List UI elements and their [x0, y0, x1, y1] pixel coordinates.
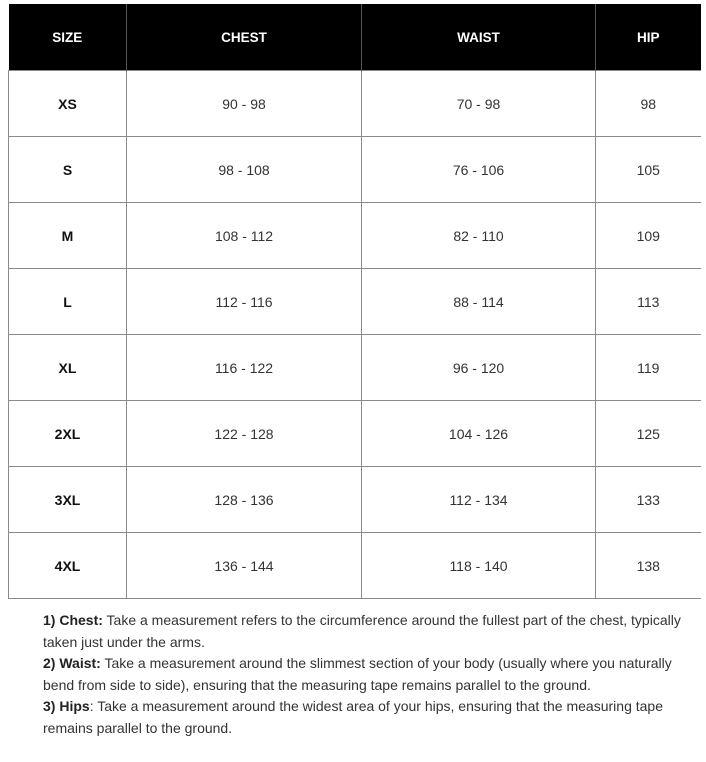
waist-cell: 118 - 140 [362, 533, 596, 599]
chest-cell: 116 - 122 [127, 335, 362, 401]
note-hips [43, 696, 698, 739]
note-chest [43, 610, 698, 653]
header-size: SIZE [9, 4, 127, 71]
waist-cell: 82 - 110 [362, 203, 596, 269]
table-row [9, 401, 701, 467]
chest-cell: 108 - 112 [127, 203, 362, 269]
waist-cell: 76 - 106 [362, 137, 596, 203]
header-hip: HIP [596, 4, 701, 71]
table-row [9, 467, 701, 533]
hip-cell: 138 [596, 533, 701, 599]
waist-cell: 96 - 120 [362, 335, 596, 401]
size-chart-table [8, 4, 701, 599]
size-cell: XL [9, 335, 127, 401]
hip-cell: 109 [596, 203, 701, 269]
chest-cell: 136 - 144 [127, 533, 362, 599]
note-label: 3) Hips [43, 698, 90, 715]
table-row [9, 203, 701, 269]
waist-cell: 112 - 134 [362, 467, 596, 533]
note-text: Take a measurement refers to the circumference around the fullest part of the chest, typically taken just under the arms. [43, 612, 681, 650]
chest-cell: 90 - 98 [127, 71, 362, 137]
header-waist: WAIST [362, 4, 596, 71]
size-cell: 3XL [9, 467, 127, 533]
note-label: 2) Waist: [43, 655, 101, 672]
chest-cell: 112 - 116 [127, 269, 362, 335]
note-text: Take a measurement around the slimmest section of your body (usually where you naturally bend from side to side), ensuring that the measuring tape remains parallel to the ground. [43, 655, 672, 693]
measurement-notes [43, 610, 698, 740]
table-row [9, 71, 701, 137]
note-waist [43, 653, 698, 696]
hip-cell: 105 [596, 137, 701, 203]
size-cell: 4XL [9, 533, 127, 599]
size-cell: 2XL [9, 401, 127, 467]
waist-cell: 88 - 114 [362, 269, 596, 335]
size-cell: XS [9, 71, 127, 137]
hip-cell: 98 [596, 71, 701, 137]
waist-cell: 104 - 126 [362, 401, 596, 467]
table-row [9, 137, 701, 203]
table-row [9, 269, 701, 335]
chest-cell: 98 - 108 [127, 137, 362, 203]
chest-cell: 122 - 128 [127, 401, 362, 467]
table-row [9, 335, 701, 401]
header-chest: CHEST [127, 4, 362, 71]
hip-cell: 133 [596, 467, 701, 533]
hip-cell: 119 [596, 335, 701, 401]
table-row [9, 533, 701, 599]
size-cell: M [9, 203, 127, 269]
table-header-row [9, 4, 701, 71]
hip-cell: 113 [596, 269, 701, 335]
waist-cell: 70 - 98 [362, 71, 596, 137]
note-text: : Take a measurement around the widest area of your hips, ensuring that the measuring tape remains parallel to the ground. [43, 698, 663, 736]
size-cell: L [9, 269, 127, 335]
hip-cell: 125 [596, 401, 701, 467]
note-label: 1) Chest: [43, 612, 103, 628]
size-cell: S [9, 137, 127, 203]
chest-cell: 128 - 136 [127, 467, 362, 533]
